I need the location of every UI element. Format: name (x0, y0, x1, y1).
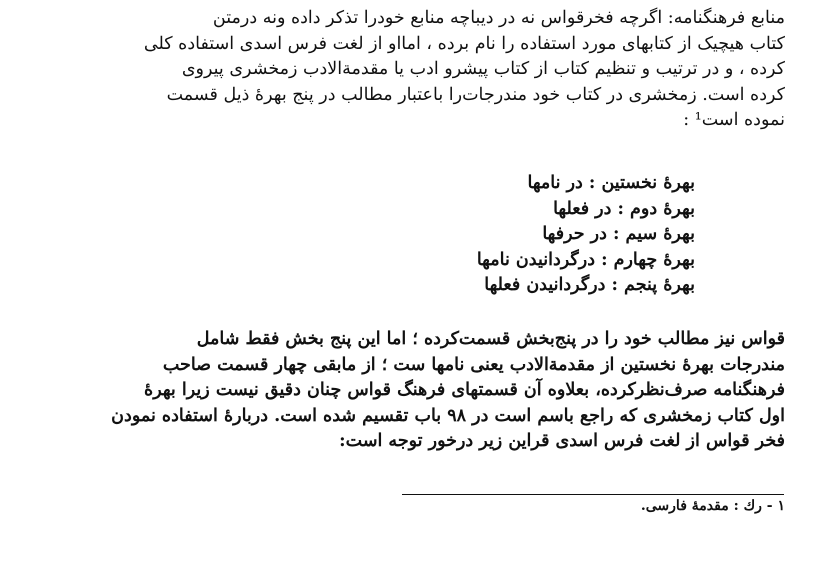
footnote: ۱ - رك : مقدمهٔ فارسی. (640, 498, 785, 514)
list-item: بهرهٔ نخستین : در نامها (527, 173, 695, 193)
footnote-divider (402, 494, 784, 495)
text-line: کرده ، و در ترتیب و تنظیم کتاب از کتاب پیشرو ادب یا مقدمةالادب زمخشری پیروی (181, 59, 785, 80)
list-item: بهرهٔ دوم : در فعلها (553, 198, 695, 219)
list-item: بهرهٔ پنجم : درگردانیدن فعلها (484, 275, 695, 296)
paragraph-qawwas (60, 327, 785, 455)
text-line: کرده است. زمخشری در کتاب خود مندرجات‌را باعتبار مطالب در پنج بهرهٔ ذیل قسمت (166, 84, 785, 105)
paragraph-intro (60, 6, 785, 134)
text-line: قواس نیز مطالب خود را در پنج‌بخش قسمت‌کرده ؛ اما این پنج بخش فقط شامل (196, 329, 785, 349)
text-line: مندرجات بهرهٔ نخستین از مقدمةالادب یعنی نامها ست ؛ از مابقی چهار قسمت صاحب (162, 354, 785, 375)
text-line: نموده است¹ : (683, 110, 785, 131)
text-line: کتاب هیچیک از کتابهای مورد استفاده را نام برده ، امااو از لغت فرس اسدی استفاده کلی (143, 33, 785, 54)
text-line: فخر قواس از لغت فرس اسدی قراین زیر درخور توجه است: (339, 431, 785, 452)
text-line: منابع فرهنگنامه: اگرچه فخرقواس نه در دیباچه منابع خودرا تذکر داده ونه درمتن (212, 8, 785, 28)
text-line: اول کتاب زمخشری که راجع باسم است در ۹۸ باب تقسیم شده است. دربارهٔ استفاده نمودن (111, 405, 785, 426)
list-item: بهرهٔ سیم : در حرفها (542, 224, 695, 245)
list-item: بهرهٔ چهارم : درگردانیدن نامها (476, 249, 695, 270)
text-line: فرهنگنامه صرف‌نظرکرده، بعلاوه آن قسمتهای فرهنگ قواس چنان دقیق نیست زیرا بهرهٔ (144, 380, 785, 401)
sections-list (295, 171, 695, 299)
